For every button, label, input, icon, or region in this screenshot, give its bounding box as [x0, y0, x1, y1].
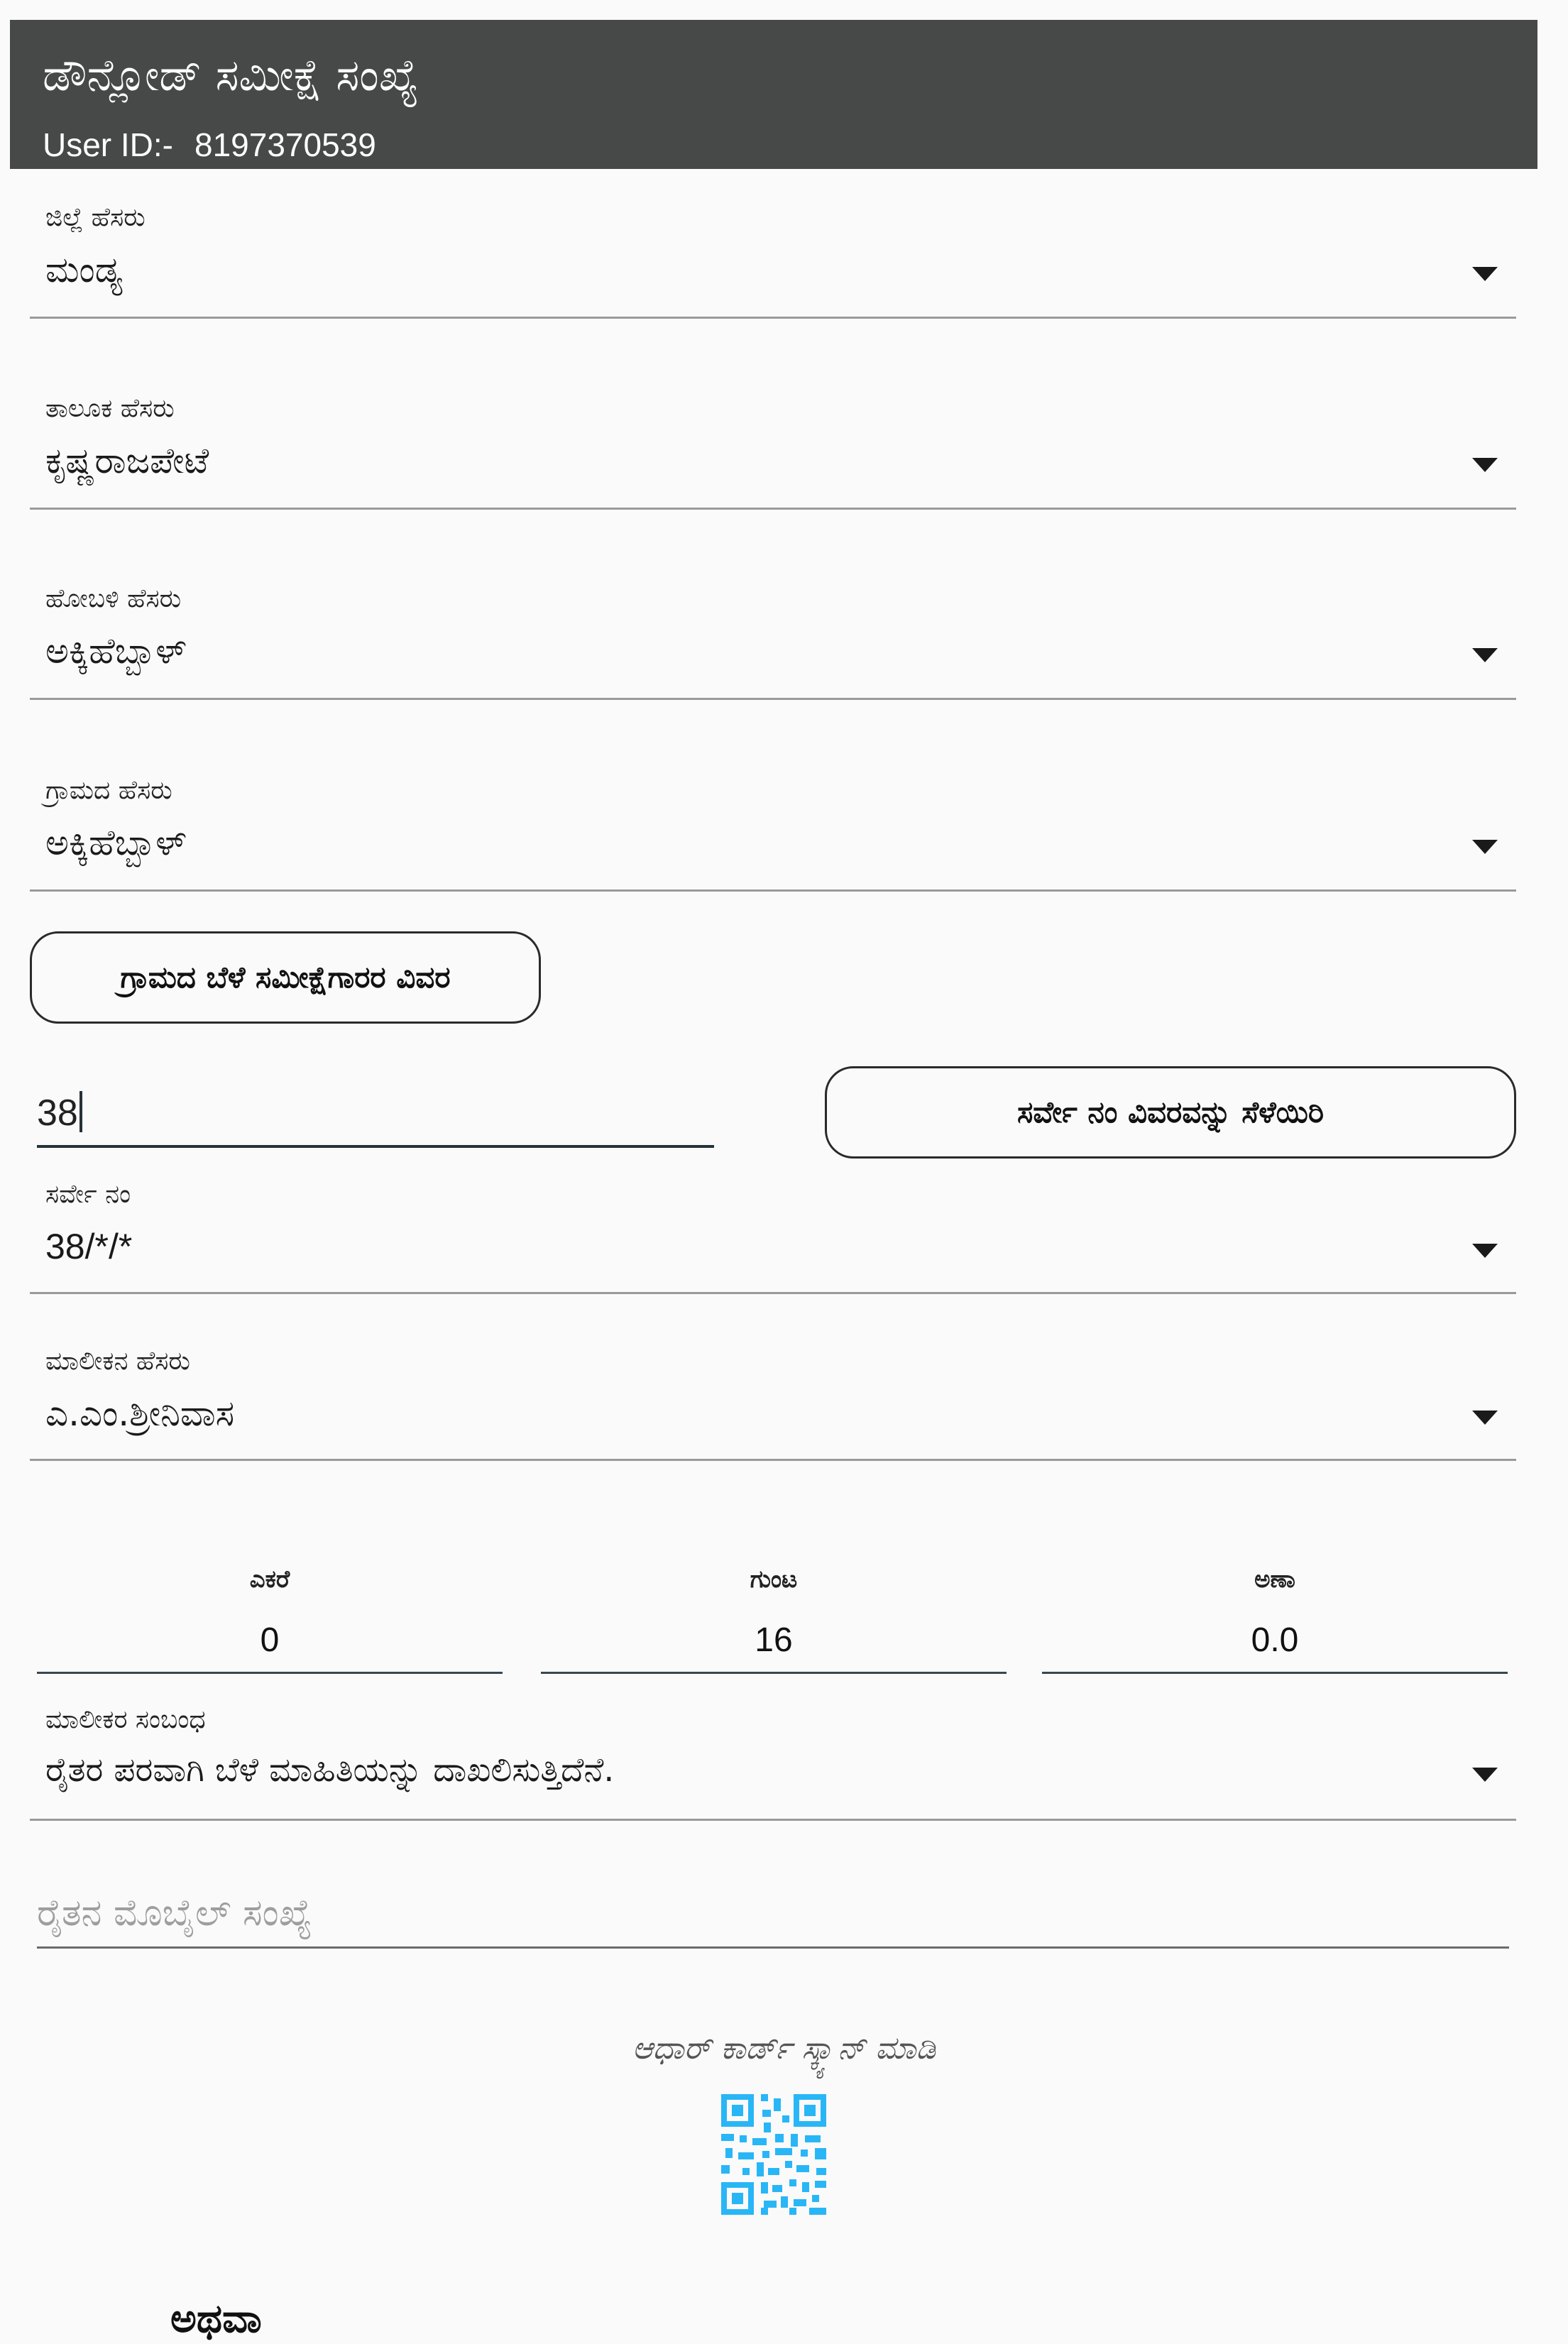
district-value: ಮಂಡ್ಯ [45, 249, 123, 290]
gunta-field[interactable] [541, 1565, 1007, 1676]
chevron-down-icon [1472, 648, 1498, 662]
survey-number-input[interactable] [37, 1090, 82, 1136]
hobli-value: ಅಕ್ಕಿಹೆಬ್ಬಾಳ್ [45, 630, 187, 672]
fetch-survey-details-button[interactable]: ಸರ್ವೇ ನಂ ವಿವರವನ್ನು ಸೆಳೆಯಿರಿ [825, 1066, 1516, 1159]
owner-relation-dropdown[interactable] [30, 1702, 1516, 1822]
user-id-value: 8197370539 [194, 126, 376, 163]
owner-name-dropdown[interactable] [30, 1342, 1516, 1462]
acre-underline [37, 1672, 503, 1674]
taluk-dropdown[interactable] [30, 390, 1516, 510]
district-underline [30, 317, 1516, 319]
or-separator-text: ಅಥವಾ [170, 2296, 262, 2342]
user-id-label: User ID:- [43, 126, 173, 163]
village-underline [30, 889, 1516, 892]
survey-no-underline [30, 1292, 1516, 1294]
chevron-down-icon [1472, 458, 1498, 472]
app-header [10, 20, 1537, 169]
survey-number-input-value: 38 [37, 1092, 78, 1134]
survey-no-label: ಸರ್ವೇ ನಂ [45, 1180, 131, 1209]
district-dropdown[interactable] [30, 199, 1516, 319]
taluk-label: ತಾಲೂಕ ಹೆಸರು [45, 394, 175, 423]
hobli-dropdown[interactable] [30, 580, 1516, 701]
survey-no-value: 38/*/* [45, 1227, 133, 1266]
chevron-down-icon [1472, 1768, 1498, 1782]
chevron-down-icon [1472, 1244, 1498, 1258]
farmer-mobile-underline [37, 1946, 1509, 1949]
village-dropdown[interactable] [30, 772, 1516, 892]
farmer-mobile-input[interactable]: ರೈತನ ಮೊಬೈಲ್ ಸಂಖ್ಯೆ [37, 1892, 312, 1934]
anna-value: 0.0 [1251, 1621, 1299, 1659]
anna-field[interactable] [1042, 1565, 1508, 1676]
aadhar-scan-label: ಆಧಾರ್ ಕಾರ್ಡ್ ಸ್ಕ್ಯಾನ್ ಮಾಡಿ [632, 2030, 936, 2066]
owner-name-value: ಎ.ಎಂ.ಶ್ರೀನಿವಾಸ [45, 1393, 235, 1434]
anna-label: ಅಣಾ [1254, 1565, 1295, 1594]
gunta-label: ಗುಂಟ [750, 1565, 798, 1594]
hobli-label: ಹೋಬಳಿ ಹೆಸರು [45, 584, 182, 613]
owner-name-label: ಮಾಲೀಕನ ಹೆಸರು [45, 1347, 190, 1376]
user-id-row [43, 125, 376, 165]
village-surveyor-details-button[interactable]: ಗ್ರಾಮದ ಬೆಳೆ ಸಮೀಕ್ಷೆಗಾರರ ವಿವರ [30, 931, 541, 1024]
hobli-underline [30, 698, 1516, 700]
district-label: ಜಿಲ್ಲೆ ಹೆಸರು [45, 203, 146, 232]
qr-code-icon[interactable] [721, 2094, 826, 2215]
survey-number-input-underline [37, 1145, 714, 1148]
anna-underline [1042, 1672, 1508, 1674]
owner-relation-label: ಮಾಲೀಕರ ಸಂಬಂಧ [45, 1705, 206, 1734]
acre-label: ಎಕರೆ [249, 1565, 290, 1594]
taluk-value: ಕೃಷ್ಣರಾಜಪೇಟೆ [45, 440, 209, 481]
gunta-underline [541, 1672, 1007, 1674]
acre-value: 0 [260, 1621, 280, 1659]
acre-field[interactable] [37, 1565, 503, 1676]
chevron-down-icon [1472, 840, 1498, 854]
chevron-down-icon [1472, 1411, 1498, 1425]
survey-no-dropdown[interactable] [30, 1176, 1516, 1295]
village-label: ಗ್ರಾಮದ ಹೆಸರು [45, 776, 172, 805]
owner-relation-value: ರೈತರ ಪರವಾಗಿ ಬೆಳೆ ಮಾಹಿತಿಯನ್ನು ದಾಖಲಿಸುತ್ತಿದೆನೆ. [45, 1751, 615, 1790]
taluk-underline [30, 508, 1516, 510]
gunta-value: 16 [755, 1621, 793, 1659]
chevron-down-icon [1472, 267, 1498, 281]
text-cursor [80, 1091, 82, 1132]
owner-name-underline [30, 1459, 1516, 1461]
village-value: ಅಕ್ಕಿಹೆಬ್ಬಾಳ್ [45, 822, 187, 863]
owner-relation-underline [30, 1819, 1516, 1821]
page-title: ಡೌನ್ಲೋಡ್ ಸಮೀಕ್ಷೆ ಸಂಖ್ಯೆ [43, 49, 419, 101]
